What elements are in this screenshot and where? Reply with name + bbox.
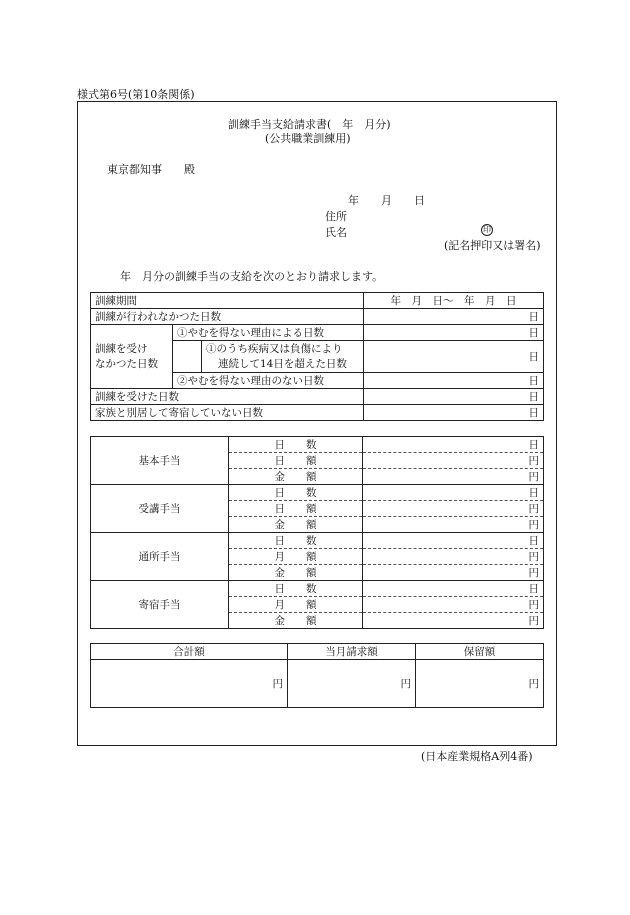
lodging-monthly-unit: 円 [363, 597, 544, 613]
address-label: 住所 [325, 210, 347, 223]
commute-allowance-label: 通所手当 [91, 533, 229, 581]
day-unit: 日 [364, 341, 544, 373]
allowance-table [90, 436, 544, 629]
seal-icon: 印 [483, 225, 491, 234]
absent-group-label [91, 325, 173, 389]
course-days-label: 日 数 [229, 485, 363, 501]
lodging-days-unit: 日 [363, 581, 544, 597]
basic-days-label: 日 数 [229, 437, 363, 453]
lodging-amount-label: 金 額 [229, 613, 363, 629]
course-daily-label: 日 額 [229, 501, 363, 517]
lodging-monthly-label: 月 額 [229, 597, 363, 613]
seal-mark [481, 222, 493, 236]
day-unit: 日 [364, 309, 544, 325]
request-amount-label: 当月請求額 [288, 644, 416, 660]
commute-amount-unit: 円 [363, 565, 544, 581]
commute-days-unit: 日 [363, 533, 544, 549]
date-line: 年 月 日 [348, 194, 425, 207]
absent-label-line2: なかつた日数 [95, 357, 158, 370]
form-title: 訓練手当支給請求書( 年 月分) [228, 118, 391, 131]
lodging-amount-unit: 円 [363, 613, 544, 629]
course-daily-unit: 円 [363, 501, 544, 517]
day-unit: 日 [364, 405, 544, 421]
request-text: 年 月分の訓練手当の支給を次のとおり請求します。 [120, 270, 384, 283]
signature-note: (記名押印又は署名) [444, 239, 541, 252]
reserved-amount-label: 保留額 [416, 644, 544, 660]
basic-allowance-label: 基本手当 [91, 437, 229, 485]
course-amount-unit: 円 [363, 517, 544, 533]
paper-standard-note: (日本産業規格A列4番) [421, 750, 533, 763]
indent-cell [173, 341, 202, 373]
absent-label-line1: 訓練を受け [95, 342, 148, 355]
commute-amount-label: 金 額 [229, 565, 363, 581]
course-amount-label: 金 額 [229, 517, 363, 533]
period-label: 訓練期間 [91, 293, 364, 309]
totals-table [90, 643, 544, 708]
lodging-days-label: 日 数 [229, 581, 363, 597]
addressee: 東京都知事 殿 [107, 163, 195, 176]
form-subtitle: (公共職業訓練用) [265, 132, 351, 145]
reserved-yen-unit: 円 [416, 660, 544, 708]
avoidable-label: ②やむを得ない理由のない日数 [173, 373, 364, 389]
illness-line2: 連続して14日を超えた日数 [218, 357, 347, 370]
total-yen-unit: 円 [91, 660, 288, 708]
period-value: 年 月 日～ 年 月 日 [364, 293, 544, 309]
basic-daily-label: 日 額 [229, 453, 363, 469]
basic-daily-unit: 円 [363, 453, 544, 469]
course-allowance-label: 受講手当 [91, 485, 229, 533]
commute-monthly-label: 月 額 [229, 549, 363, 565]
basic-days-unit: 日 [363, 437, 544, 453]
course-days-unit: 日 [363, 485, 544, 501]
received-label: 訓練を受けた日数 [91, 389, 364, 405]
commute-days-label: 日 数 [229, 533, 363, 549]
separate-label: 家族と別居して寄宿していない日数 [91, 405, 364, 421]
day-unit: 日 [364, 389, 544, 405]
name-label: 氏名 [325, 226, 347, 239]
day-unit: 日 [364, 373, 544, 389]
request-yen-unit: 円 [288, 660, 416, 708]
unavoidable-label: ①やむを得ない理由による日数 [173, 325, 364, 341]
commute-monthly-unit: 円 [363, 549, 544, 565]
total-label: 合計額 [91, 644, 288, 660]
day-unit: 日 [364, 325, 544, 341]
form-number: 様式第6号(第10条関係) [77, 88, 195, 101]
not-held-label: 訓練が行われなかつた日数 [91, 309, 364, 325]
basic-amount-label: 金 額 [229, 469, 363, 485]
basic-amount-unit: 円 [363, 469, 544, 485]
illness-label [202, 341, 364, 373]
lodging-allowance-label: 寄宿手当 [91, 581, 229, 629]
days-table [90, 292, 544, 421]
illness-line1: ①のうち疾病又は負傷により [206, 342, 343, 355]
